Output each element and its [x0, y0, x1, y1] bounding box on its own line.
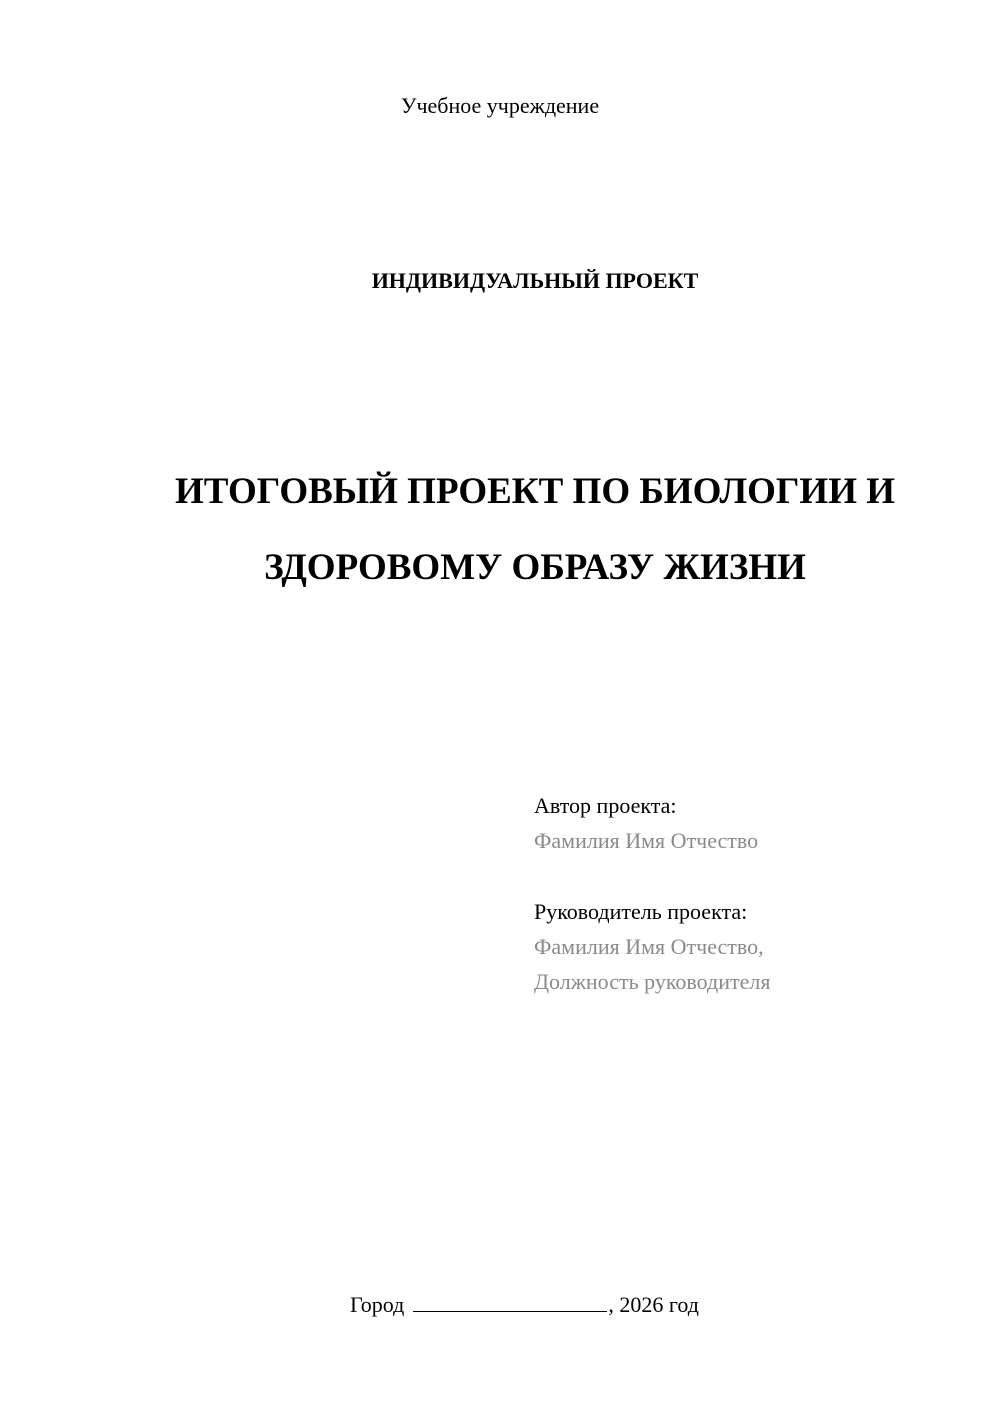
document-type: ИНДИВИДУАЛЬНЫЙ ПРОЕКТ — [371, 268, 699, 293]
footer-city-year — [350, 1290, 699, 1320]
author-name-placeholder: Фамилия Имя Отчество — [534, 828, 759, 853]
project-info-block — [534, 788, 770, 999]
project-title-line-1: ИТОГОВЫЙ ПРОЕКТ ПО БИОЛОГИИ И — [174, 471, 896, 512]
supervisor-name-placeholder: Фамилия Имя Отчество, — [534, 934, 764, 959]
institution-name: Учебное учреждение — [400, 93, 600, 118]
supervisor-label: Руководитель проекта: — [534, 899, 748, 924]
city-blank-line — [413, 1291, 607, 1312]
year-text: , 2026 год — [608, 1292, 699, 1317]
author-label: Автор проекта: — [534, 793, 677, 818]
project-title-line-2: ЗДОРОВОМУ ОБРАЗУ ЖИЗНИ — [264, 547, 806, 588]
supervisor-position-placeholder: Должность руководителя — [534, 969, 771, 994]
spacer — [534, 858, 770, 894]
project-title — [140, 435, 930, 625]
city-label: Город — [350, 1292, 405, 1317]
